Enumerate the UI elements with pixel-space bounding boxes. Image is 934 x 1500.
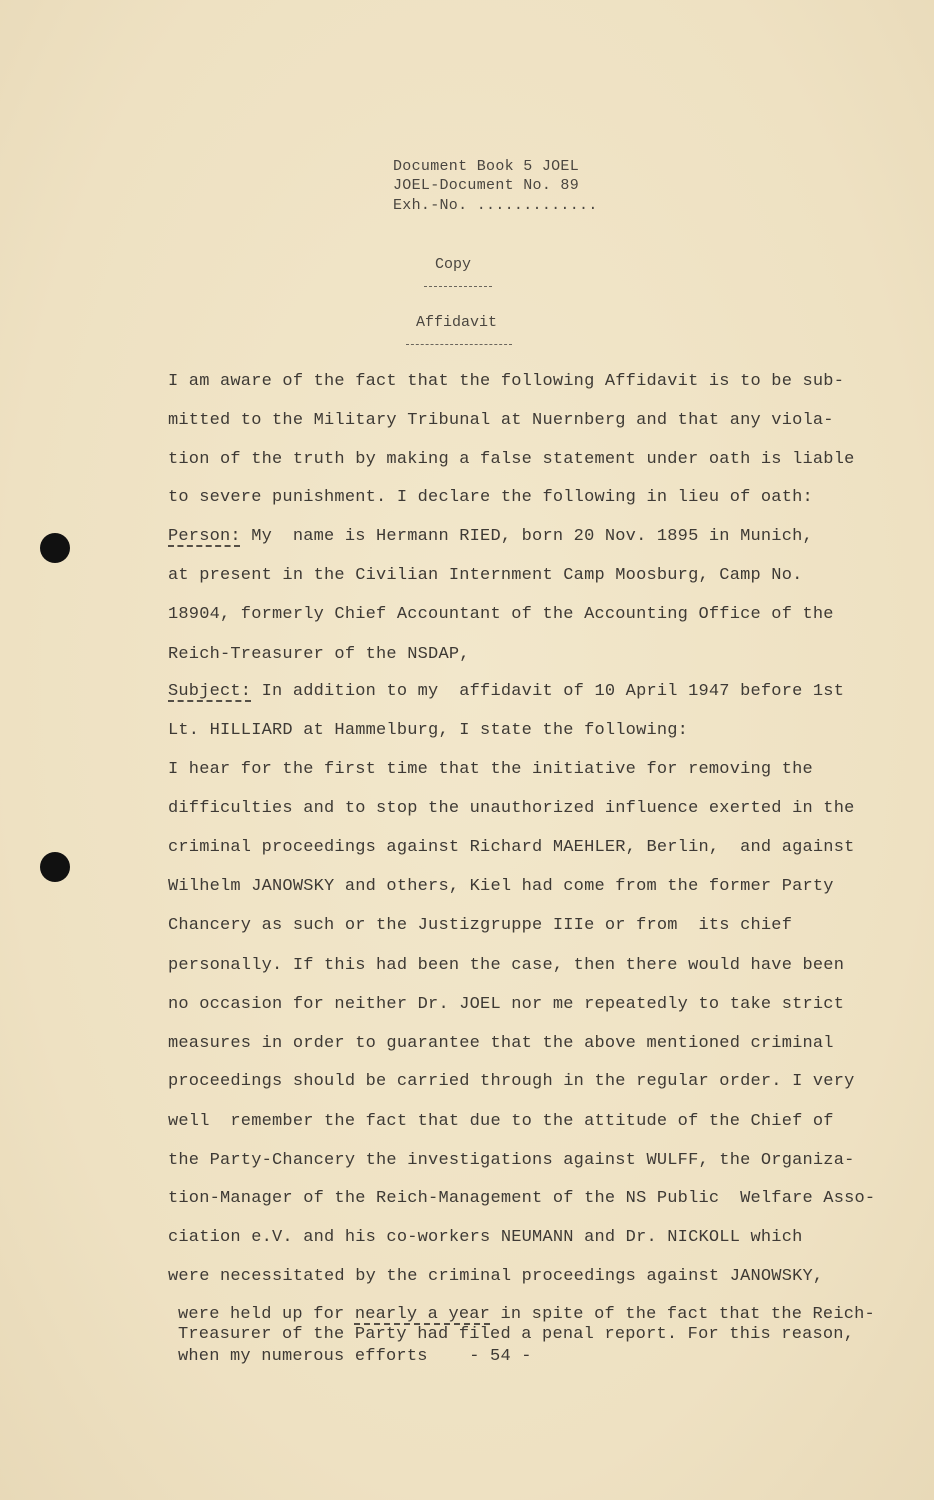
exhibit-number: Exh.-No. ............. (393, 197, 598, 214)
line-text: ciation e.V. and his co-workers NEUMANN and Dr. NICKOLL which (168, 1228, 803, 1247)
body-line (168, 1228, 803, 1247)
body-line (168, 450, 855, 469)
line-text: the Party-Chancery the investigations against WULFF, the Organiza- (168, 1151, 855, 1170)
underlined-text: nearly a year (354, 1305, 491, 1324)
line-text: measures in order to guarantee that the above mentioned criminal (168, 1034, 834, 1053)
body-line (178, 1347, 532, 1366)
line-text: Wilhelm JANOWSKY and others, Kiel had come from the former Party (168, 877, 834, 896)
document-book-label: Document Book 5 JOEL (393, 158, 580, 175)
body-line (168, 645, 470, 664)
line-text: well remember the fact that due to the attitude of the Chief of (168, 1112, 834, 1131)
line-text: difficulties and to stop the unauthorized influence exerted in the (168, 799, 855, 818)
affidavit-title: Affidavit (416, 314, 498, 331)
body-line (168, 760, 813, 779)
body-line (168, 411, 834, 430)
punch-hole (40, 852, 70, 882)
body-line (168, 372, 844, 391)
line-text: mitted to the Military Tribunal at Nuernberg and that any viola- (168, 411, 834, 430)
body-line (168, 1072, 855, 1091)
line-text: I hear for the first time that the initiative for removing the (168, 760, 813, 779)
body-line (168, 956, 844, 975)
line-text: no occasion for neither Dr. JOEL nor me repeatedly to take strict (168, 995, 845, 1014)
body-line (168, 838, 855, 857)
body-line (178, 1325, 854, 1344)
line-text: My name is Hermann RIED, born 20 Nov. 1895 in Munich, (240, 527, 813, 546)
line-text: at present in the Civilian Internment Camp Moosburg, Camp No. (168, 566, 803, 585)
line-text: when my numerous efforts - 54 - (178, 1347, 532, 1366)
body-line (168, 877, 834, 896)
line-text: Chancery as such or the Justizgruppe IIIe or from its chief (168, 916, 793, 935)
line-text: tion-Manager of the Reich-Management of the NS Public Welfare Asso- (168, 1189, 876, 1208)
title-underline (406, 344, 512, 345)
underlined-text: Person: (168, 527, 241, 546)
copy-underline (424, 286, 492, 287)
body-line (168, 566, 803, 585)
line-text: in spite of the fact that the Reich- (490, 1305, 875, 1324)
line-text: Lt. HILLIARD at Hammelburg, I state the following: (168, 721, 689, 740)
line-text: to severe punishment. I declare the following in lieu of oath: (168, 488, 813, 507)
line-text: 18904, formerly Chief Accountant of the Accounting Office of the (168, 605, 834, 624)
underlined-text: Subject: (168, 682, 252, 701)
body-line (168, 527, 813, 546)
line-text: I am aware of the fact that the following Affidavit is to be sub- (168, 372, 845, 391)
body-line (168, 605, 834, 624)
line-text: proceedings should be carried through in the regular order. I very (168, 1072, 855, 1091)
line-text: Reich-Treasurer of the NSDAP, (168, 645, 470, 664)
copy-label: Copy (435, 256, 472, 273)
body-line (168, 1267, 823, 1286)
body-line (168, 1034, 834, 1053)
body-line (168, 1189, 875, 1208)
body-line (168, 1151, 855, 1170)
body-line (168, 488, 813, 507)
body-line (178, 1305, 875, 1324)
body-line (168, 1112, 834, 1131)
punch-hole (40, 533, 70, 563)
body-line (168, 721, 688, 740)
body-line (168, 799, 855, 818)
line-text: In addition to my affidavit of 10 April 1947 before 1st (251, 682, 845, 701)
document-number: JOEL-Document No. 89 (393, 177, 580, 194)
line-text: Treasurer of the Party had filed a penal report. For this reason, (178, 1325, 855, 1344)
line-text: were necessitated by the criminal proceedings against JANOWSKY, (168, 1267, 824, 1286)
body-line (168, 995, 844, 1014)
line-text: tion of the truth by making a false statement under oath is liable (168, 450, 855, 469)
line-text: were held up for (178, 1305, 355, 1324)
line-text: personally. If this had been the case, then there would have been (168, 956, 845, 975)
body-line (168, 682, 844, 701)
body-line (168, 916, 792, 935)
line-text: criminal proceedings against Richard MAEHLER, Berlin, and against (168, 838, 855, 857)
